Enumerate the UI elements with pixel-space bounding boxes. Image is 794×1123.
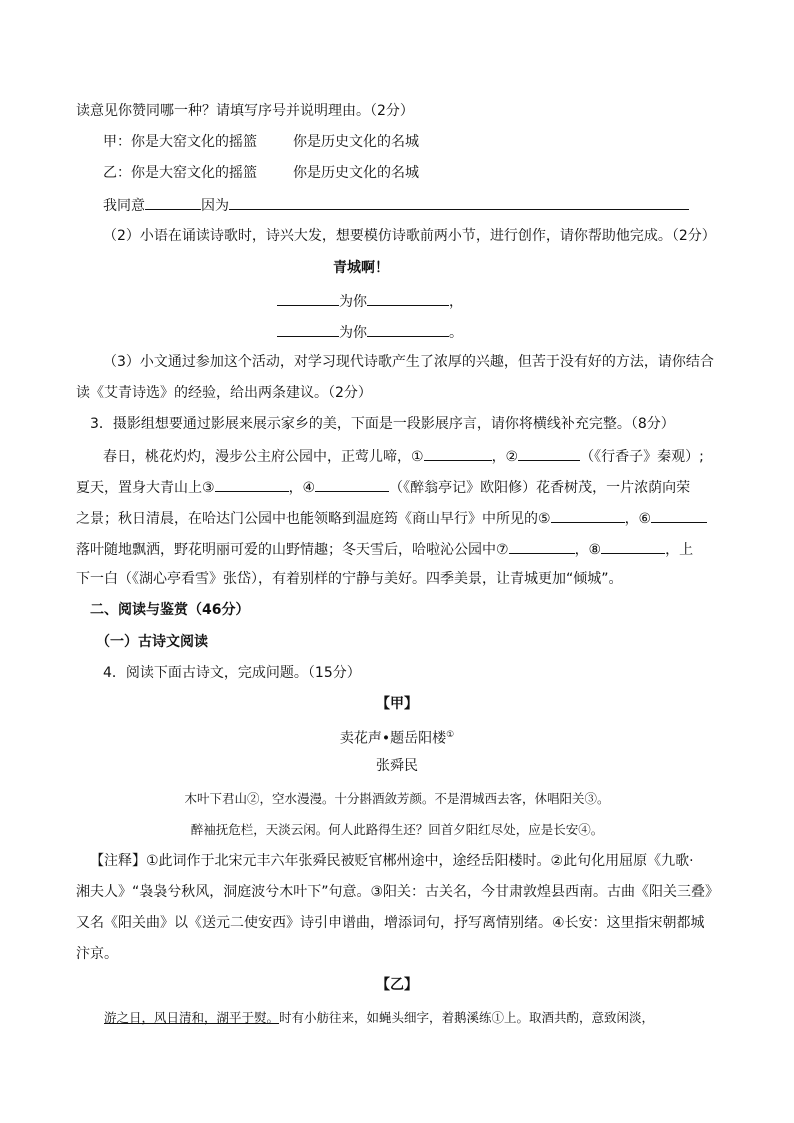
para-line-2-c: （《醉翁亭记》欧阳修）花香树茂，一片浓荫向荣 bbox=[389, 480, 691, 496]
question-3-line-1: （3）小文通过参加这个活动，对学习现代诗歌产生了浓厚的兴趣，但苦于没有好的方法，请你结合 bbox=[103, 354, 714, 370]
para-line-1-a: 春日，桃花灼灼，漫步公主府公园中，正莺儿啼，① bbox=[103, 449, 424, 465]
yi-text-underlined: 游之日，风日清和，湖平于熨。 bbox=[104, 1010, 280, 1025]
poem-line-1-blank-b[interactable] bbox=[367, 290, 449, 306]
poem-line-1-mid: 为你 bbox=[339, 294, 367, 310]
agree-label: 我同意 bbox=[103, 198, 145, 214]
section-2-1-heading: （一）古诗文阅读 bbox=[96, 634, 208, 650]
poem-line-2: 醉袖抚危栏，天淡云闲。何人此路得生还？回首夕阳红尽处，应是长安④。 bbox=[190, 822, 604, 837]
poem-author: 张舜民 bbox=[376, 758, 418, 774]
reason-blank[interactable] bbox=[229, 194, 689, 210]
notes-line-1: 【注释】①此词作于北宋元丰六年张舜民被贬官郴州途中，途经岳阳楼时。②此句化用屈原《九歌· bbox=[90, 853, 694, 869]
question-3-line-2: 读《艾青诗选》的经验，给出两条建议。（2分） bbox=[76, 385, 372, 401]
poem-draft-line-1 bbox=[277, 290, 463, 312]
poem-draft-title: 青城啊！ bbox=[333, 260, 389, 276]
para-line-2-b: ，④ bbox=[288, 480, 316, 496]
notes-line-2: 湘夫人》“袅袅兮秋风，洞庭波兮木叶下”句意。③阳关：古关名，今甘肃敦煌县西南。古曲《阳关三叠》 bbox=[76, 884, 720, 900]
yi-text-rest: 时有小舫往来，如蝇头细字，着鹅溪练①上。取酒共酌，意致闲淡， bbox=[279, 1010, 655, 1025]
option-a-rest: 你是历史文化的名城 bbox=[293, 134, 419, 150]
para-line-4-a: 落叶随地飘洒，野花明丽可爱的山野情趣；冬天雪后，哈啦沁公园中⑦ bbox=[76, 542, 509, 558]
question-intro: 读意见你赞同哪一种？请填写序号并说明理由。（2分） bbox=[76, 103, 414, 119]
option-b-rest: 你是历史文化的名城 bbox=[293, 165, 419, 181]
blank-2[interactable] bbox=[518, 445, 580, 461]
option-b bbox=[103, 163, 419, 183]
section-2-heading: 二、阅读与鉴赏（46分） bbox=[90, 602, 250, 618]
para-line-1-c: （《行香子》秦观）; bbox=[580, 449, 704, 465]
para-line-4-c: ，上 bbox=[665, 542, 694, 558]
question-4: 4．阅读下面古诗文，完成问题。（15分） bbox=[103, 665, 361, 681]
yi-text-line-1 bbox=[104, 1008, 654, 1028]
poem-line-2-end: 。 bbox=[449, 325, 463, 341]
blank-7[interactable] bbox=[509, 538, 575, 554]
blank-5[interactable] bbox=[551, 507, 625, 523]
poem-line-1-blank-a[interactable] bbox=[277, 290, 339, 306]
option-a-label: 甲：你是大窑文化的摇篮 bbox=[103, 134, 257, 150]
para-line-1 bbox=[103, 445, 704, 467]
poem-line-1: 木叶下君山②，空水漫漫。十分斟酒敛芳颜。不是渭城西去客，休唱阳关③。 bbox=[184, 791, 610, 806]
poem-line-2-blank-b[interactable] bbox=[367, 321, 449, 337]
poem-line-2-mid: 为你 bbox=[339, 325, 367, 341]
blank-4[interactable] bbox=[315, 476, 389, 492]
blank-8[interactable] bbox=[601, 538, 665, 554]
poem-title bbox=[0, 725, 794, 749]
para-line-4-b: ，⑧ bbox=[574, 542, 602, 558]
poem-line-2-blank-a[interactable] bbox=[277, 321, 339, 337]
para-line-3-a: 之景；秋日清晨，在哈达门公园中也能领略到温庭筠《商山早行》中所见的⑤ bbox=[76, 511, 551, 527]
para-line-3 bbox=[76, 507, 707, 529]
question-2: （2）小语在诵读诗歌时，诗兴大发，想要模仿诗歌前两小节，进行创作，请你帮助他完成。（2分） bbox=[103, 228, 716, 244]
blank-1[interactable] bbox=[424, 445, 492, 461]
agree-line bbox=[103, 194, 689, 216]
option-a bbox=[103, 132, 419, 152]
yi-label: 【乙】 bbox=[376, 977, 418, 993]
option-b-label: 乙：你是大窑文化的摇篮 bbox=[103, 165, 257, 181]
agree-blank[interactable] bbox=[145, 194, 201, 210]
blank-3[interactable] bbox=[215, 476, 289, 492]
notes-line-4: 汴京。 bbox=[76, 946, 118, 962]
because-label: 因为 bbox=[201, 198, 229, 214]
jia-label: 【甲】 bbox=[376, 696, 418, 712]
blank-6[interactable] bbox=[651, 507, 707, 523]
para-line-1-b: ，② bbox=[491, 449, 519, 465]
poem-draft-line-2 bbox=[277, 321, 463, 343]
poem-title-note-mark: ① bbox=[446, 730, 455, 740]
para-line-3-b: ，⑥ bbox=[624, 511, 652, 527]
para-line-2 bbox=[76, 476, 690, 498]
para-line-2-a: 夏天，置身大青山上③ bbox=[76, 480, 215, 496]
question-3-title: 3．摄影组想要通过影展来展示家乡的美，下面是一段影展序言，请你将横线补充完整。（8分） bbox=[90, 416, 675, 432]
poem-title-text: 卖花声•题岳阳楼 bbox=[339, 730, 447, 747]
poem-line-1-end: ， bbox=[449, 294, 463, 310]
para-line-4 bbox=[76, 538, 693, 560]
notes-line-3: 又名《阳关曲》以《送元二使安西》诗引申谱曲，增添词句，抒写离情别绪。④长安：这里指宋朝都城 bbox=[76, 915, 705, 931]
para-line-5: 下一白（《湖心亭看雪》张岱），有着别样的宁静与美好。四季美景，让青城更加“倾城”。 bbox=[76, 571, 623, 587]
